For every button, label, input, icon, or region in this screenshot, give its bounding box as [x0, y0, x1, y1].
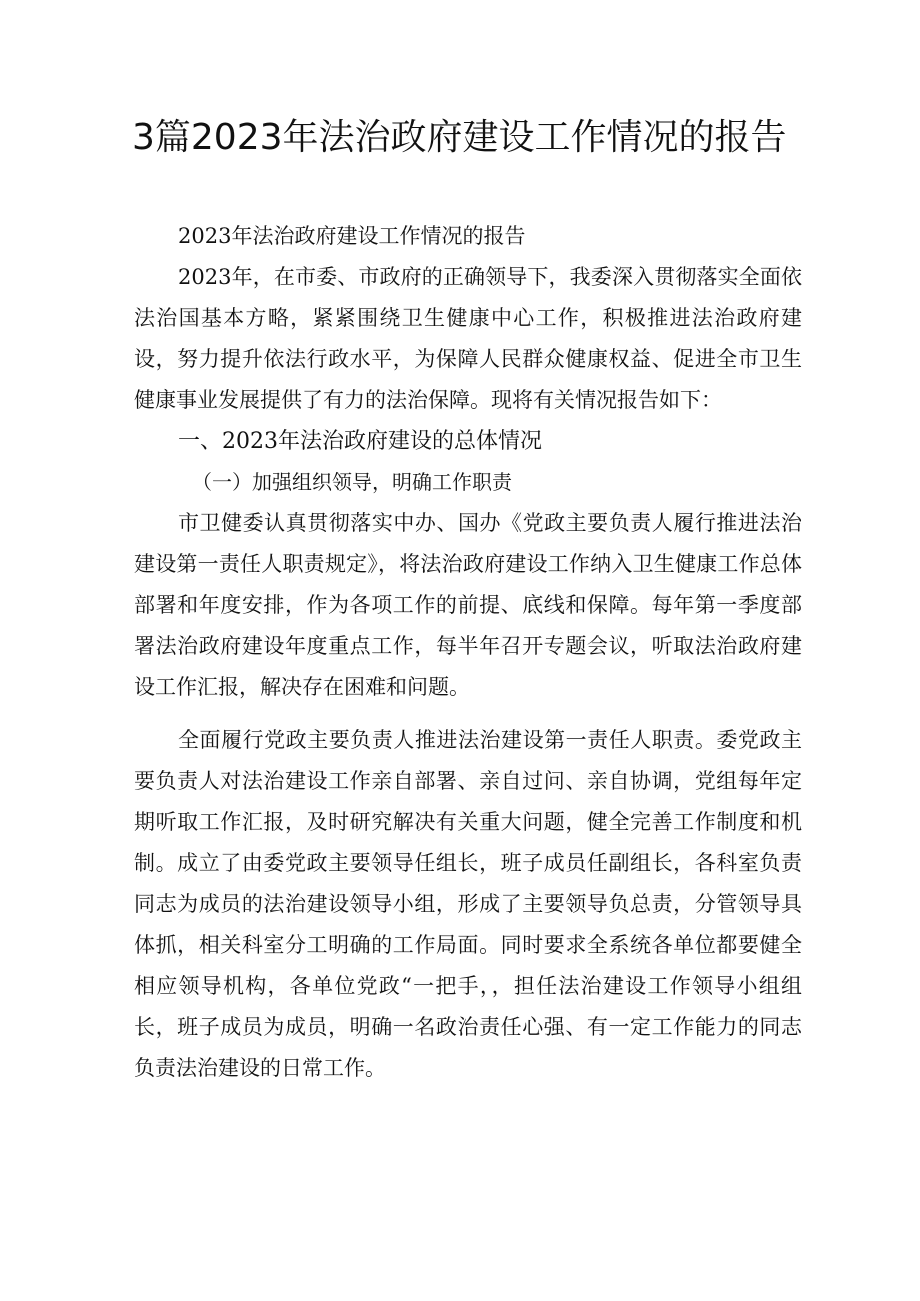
report-subtitle: 2023年法治政府建设工作情况的报告: [178, 224, 526, 248]
section-heading: 一、2023年法治政府建设的总体情况: [178, 429, 542, 454]
intro-paragraph: 2023年，在市委、市政府的正确领导下，我委深入贯彻落实全面依法治国基本方略，紧紧围绕卫生健康中心工作，积极推进法治政府建设，努力提升依法行政水平，为保障人民群众健康权益、促进全市卫生健康事业发展提供了有力的法治保障。现将有关情况报告如下：: [134, 265, 802, 412]
body-paragraph-2: 全面履行党政主要负责人推进法治建设第一责任人职责。委党政主要负责人对法治建设工作亲自部署、亲自过问、亲自协调，党组每年定期听取工作汇报，及时研究解决有关重大问题，健全完善工作制度和机制。成立了由委党政主要领导任组长，班子成员任副组长，各科室负责同志为成员的法治建设领导小组，形成了主要领导负总责，分管领导具体抓，相关科室分工明确的工作局面。同时要求全系统各单位都要健全相应领导机构，各单位党政“一把手，，担任法治建设工作领导小组组长，班子成员为成员，明确一名政治责任心强、有一定工作能力的同志负责法治建设的日常工作。: [134, 728, 802, 1080]
document-title: 3篇2023年法治政府建设工作情况的报告: [132, 117, 787, 158]
paragraph-gap: [134, 708, 802, 720]
document-body: [134, 216, 802, 1089]
subsection-heading: （一）加强组织领导，明确工作职责: [192, 470, 512, 494]
body-paragraph-1: 市卫健委认真贯彻落实中办、国办《党政主要负责人履行推进法治建设第一责任人职责规定》，将法治政府建设工作纳入卫生健康工作总体部署和年度安排，作为各项工作的前提、底线和保障。每年第一季度部署法治政府建设年度重点工作，每半年召开专题会议，听取法治政府建设工作汇报，解决存在困难和问题。: [134, 511, 802, 699]
